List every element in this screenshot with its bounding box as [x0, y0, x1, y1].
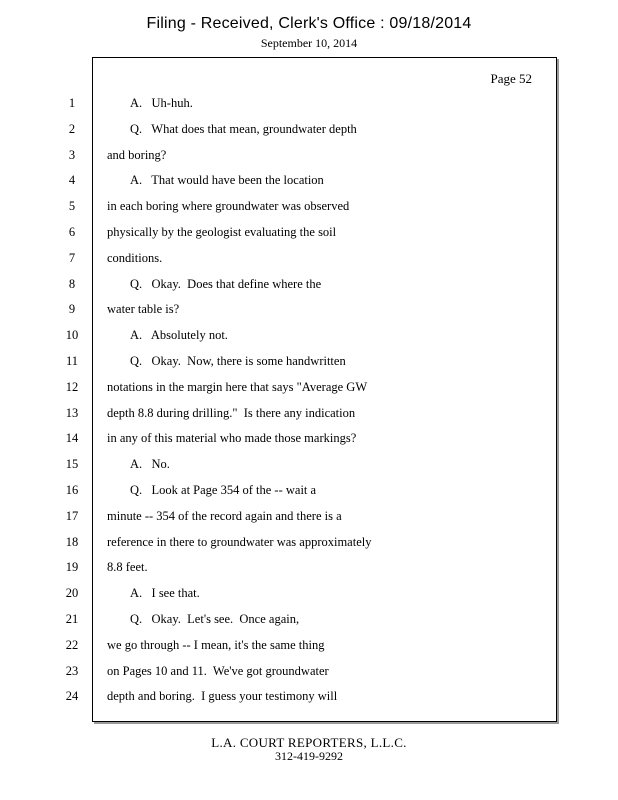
transcript-line-text: minute -- 354 of the record again and there is a: [107, 508, 342, 523]
transcript-line-text: in any of this material who made those markings?: [107, 431, 357, 446]
transcript-line-text: physically by the geologist evaluating the soil: [107, 225, 337, 239]
line-number: 15: [65, 457, 79, 472]
line-number: 10: [65, 328, 79, 343]
line-number: 1: [68, 96, 76, 110]
transcript-line-text: A. That would have been the location: [130, 173, 324, 188]
transcript-line-text: Q. Okay. Does that define where the: [130, 276, 322, 291]
line-number: 16: [65, 483, 79, 497]
transcript-line-text: A. Absolutely not.: [130, 328, 228, 343]
line-number: 24: [65, 689, 79, 704]
line-number: 6: [68, 225, 76, 239]
transcript-line-text: Q. Okay. Now, there is some handwritten: [130, 354, 346, 368]
line-number: 19: [65, 560, 79, 575]
footer-company: L.A. COURT REPORTERS, L.L.C.: [211, 735, 407, 750]
line-number: 22: [65, 637, 79, 652]
transcript-line-text: depth 8.8 during drilling." Is there any indication: [107, 405, 356, 420]
line-number: 18: [65, 534, 79, 549]
line-number: 21: [65, 612, 79, 626]
line-number: 2: [68, 121, 76, 136]
transcript-line-text: A. I see that.: [130, 586, 200, 601]
line-number: 4: [68, 173, 76, 188]
transcript-line-text: A. Uh-huh.: [130, 96, 193, 110]
transcript-line-text: in each boring where groundwater was observed: [107, 199, 350, 214]
transcript-line-text: depth and boring. I guess your testimony will: [107, 689, 338, 704]
transcript-line-text: on Pages 10 and 11. We've got groundwater: [107, 663, 329, 678]
line-number: 11: [65, 354, 79, 368]
line-number: 12: [65, 379, 79, 394]
line-number: 9: [68, 302, 76, 317]
transcript-line-text: A. No.: [130, 457, 170, 472]
transcript-line-text: and boring?: [107, 147, 167, 162]
transcript-line-text: notations in the margin here that says "Average GW: [107, 379, 368, 394]
filing-stamp: Filing - Received, Clerk's Office : 09/18/2014: [146, 15, 472, 32]
transcript-line-text: water table is?: [107, 302, 180, 317]
header-date: September 10, 2014: [260, 36, 358, 50]
transcript-line-text: Q. What does that mean, groundwater depth: [130, 121, 357, 136]
line-number: 20: [65, 586, 79, 601]
line-number: 3: [68, 147, 76, 162]
line-number: 8: [68, 276, 76, 291]
transcript-line-text: Q. Okay. Let's see. Once again,: [130, 612, 300, 626]
line-number: 7: [68, 250, 76, 265]
transcript-line-text: reference in there to groundwater was approximately: [107, 534, 372, 549]
line-number: 23: [65, 663, 79, 678]
transcript-line-text: conditions.: [107, 250, 163, 265]
line-number: 17: [65, 508, 79, 523]
transcript-line-text: we go through -- I mean, it's the same thing: [107, 637, 325, 652]
transcript-line-text: Q. Look at Page 354 of the -- wait a: [130, 483, 317, 497]
line-number: 5: [68, 199, 76, 214]
line-number: 14: [65, 431, 79, 446]
transcript-line-text: 8.8 feet.: [107, 560, 148, 575]
page-number: Page 52: [490, 71, 532, 86]
line-number: 13: [65, 405, 79, 420]
footer-phone: 312-419-9292: [275, 749, 343, 763]
